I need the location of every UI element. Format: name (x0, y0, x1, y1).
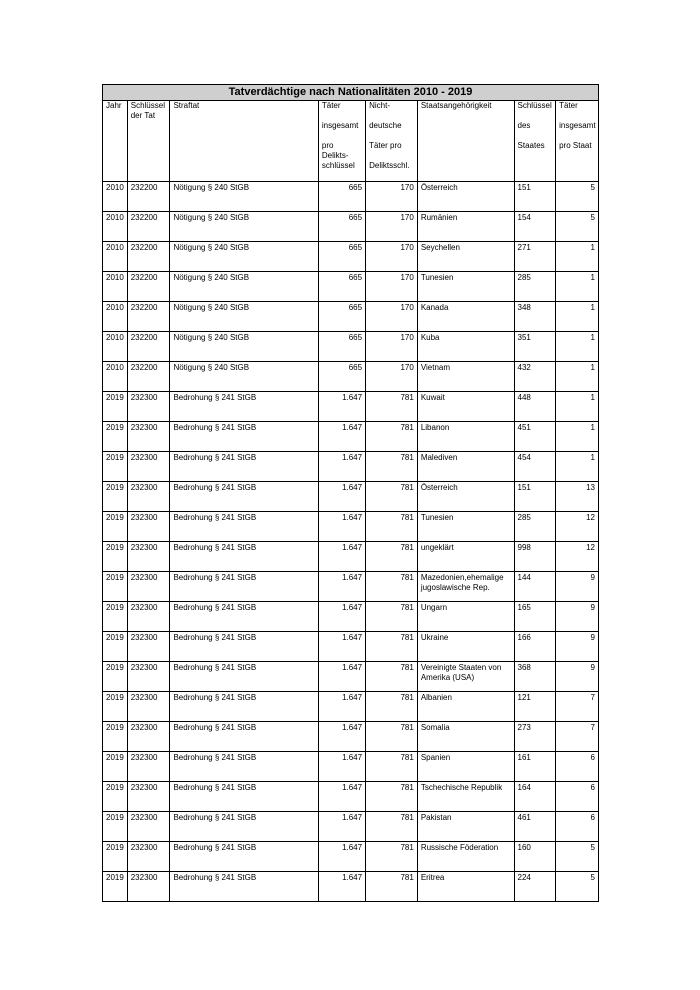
cell-straftat: Nötigung § 240 StGB (170, 302, 318, 332)
cell-taeter-pro-staat: 9 (556, 632, 599, 662)
cell-jahr: 2010 (103, 332, 128, 362)
cell-jahr: 2019 (103, 632, 128, 662)
table-row (103, 722, 599, 752)
cell-schluessel-staat: 165 (514, 602, 556, 632)
cell-nichtdeutsche: 781 (366, 482, 418, 512)
cell-jahr: 2019 (103, 662, 128, 692)
cell-taeter-insgesamt: 1.647 (318, 812, 365, 842)
cell-schluessel-tat: 232200 (127, 362, 170, 392)
cell-staatsangehoerigkeit: Malediven (417, 452, 514, 482)
cell-schluessel-staat: 351 (514, 332, 556, 362)
cell-staatsangehoerigkeit: Tschechische Republik (417, 782, 514, 812)
cell-straftat: Bedrohung § 241 StGB (170, 782, 318, 812)
cell-schluessel-tat: 232300 (127, 842, 170, 872)
cell-schluessel-staat: 285 (514, 272, 556, 302)
cell-taeter-insgesamt: 1.647 (318, 662, 365, 692)
cell-schluessel-staat: 166 (514, 632, 556, 662)
cell-taeter-insgesamt: 1.647 (318, 482, 365, 512)
table-row (103, 542, 599, 572)
cell-straftat: Bedrohung § 241 StGB (170, 482, 318, 512)
cell-taeter-insgesamt: 665 (318, 212, 365, 242)
cell-straftat: Bedrohung § 241 StGB (170, 542, 318, 572)
cell-jahr: 2019 (103, 422, 128, 452)
cell-taeter-pro-staat: 5 (556, 872, 599, 902)
cell-nichtdeutsche: 170 (366, 332, 418, 362)
cell-schluessel-tat: 232300 (127, 392, 170, 422)
table-row (103, 392, 599, 422)
cell-schluessel-tat: 232200 (127, 332, 170, 362)
cell-schluessel-staat: 448 (514, 392, 556, 422)
cell-taeter-pro-staat: 1 (556, 302, 599, 332)
cell-nichtdeutsche: 170 (366, 302, 418, 332)
cell-staatsangehoerigkeit: Russische Föderation (417, 842, 514, 872)
cell-straftat: Bedrohung § 241 StGB (170, 722, 318, 752)
cell-nichtdeutsche: 781 (366, 452, 418, 482)
cell-jahr: 2010 (103, 212, 128, 242)
header-nichtdeutsche: Nicht- deutsche Täter pro Deliktsschl. (366, 101, 418, 182)
cell-schluessel-tat: 232300 (127, 812, 170, 842)
header-taeter-insgesamt: Täter insgesamt pro Delikts- schlüssel (318, 101, 365, 182)
cell-jahr: 2019 (103, 872, 128, 902)
cell-jahr: 2019 (103, 782, 128, 812)
statistics-sheet (102, 84, 599, 902)
cell-straftat: Bedrohung § 241 StGB (170, 572, 318, 602)
cell-taeter-pro-staat: 1 (556, 242, 599, 272)
cell-jahr: 2019 (103, 572, 128, 602)
cell-schluessel-staat: 451 (514, 422, 556, 452)
table-row (103, 662, 599, 692)
cell-staatsangehoerigkeit: Eritrea (417, 872, 514, 902)
cell-schluessel-tat: 232300 (127, 662, 170, 692)
table-row (103, 842, 599, 872)
table-title: Tatverdächtige nach Nationalitäten 2010 - 2019 (103, 85, 599, 101)
table-row (103, 362, 599, 392)
cell-taeter-pro-staat: 9 (556, 572, 599, 602)
table-row (103, 632, 599, 662)
cell-straftat: Nötigung § 240 StGB (170, 272, 318, 302)
cell-schluessel-staat: 121 (514, 692, 556, 722)
cell-staatsangehoerigkeit: Pakistan (417, 812, 514, 842)
cell-jahr: 2019 (103, 542, 128, 572)
cell-nichtdeutsche: 170 (366, 242, 418, 272)
cell-taeter-pro-staat: 1 (556, 272, 599, 302)
cell-straftat: Nötigung § 240 StGB (170, 332, 318, 362)
cell-straftat: Bedrohung § 241 StGB (170, 512, 318, 542)
table-row (103, 692, 599, 722)
cell-staatsangehoerigkeit: Rumänien (417, 212, 514, 242)
cell-nichtdeutsche: 781 (366, 842, 418, 872)
cell-schluessel-staat: 271 (514, 242, 556, 272)
header-staatsangehoerigkeit: Staatsangehörigkeit (417, 101, 514, 182)
table-row (103, 302, 599, 332)
cell-nichtdeutsche: 781 (366, 782, 418, 812)
cell-taeter-insgesamt: 1.647 (318, 422, 365, 452)
cell-nichtdeutsche: 781 (366, 422, 418, 452)
cell-staatsangehoerigkeit: Österreich (417, 482, 514, 512)
cell-taeter-insgesamt: 1.647 (318, 752, 365, 782)
cell-schluessel-staat: 154 (514, 212, 556, 242)
cell-schluessel-tat: 232300 (127, 452, 170, 482)
cell-schluessel-staat: 461 (514, 812, 556, 842)
table-row (103, 332, 599, 362)
cell-schluessel-tat: 232300 (127, 422, 170, 452)
table-body (103, 182, 599, 902)
cell-taeter-insgesamt: 1.647 (318, 872, 365, 902)
cell-schluessel-staat: 273 (514, 722, 556, 752)
cell-nichtdeutsche: 781 (366, 512, 418, 542)
cell-staatsangehoerigkeit: Vereinigte Staaten von Amerika (USA) (417, 662, 514, 692)
cell-schluessel-tat: 232300 (127, 632, 170, 662)
cell-schluessel-staat: 160 (514, 842, 556, 872)
cell-schluessel-tat: 232300 (127, 872, 170, 902)
cell-straftat: Bedrohung § 241 StGB (170, 692, 318, 722)
cell-taeter-insgesamt: 1.647 (318, 572, 365, 602)
cell-taeter-insgesamt: 665 (318, 302, 365, 332)
cell-staatsangehoerigkeit: Seychellen (417, 242, 514, 272)
cell-staatsangehoerigkeit: Österreich (417, 182, 514, 212)
cell-taeter-pro-staat: 6 (556, 782, 599, 812)
cell-staatsangehoerigkeit: Spanien (417, 752, 514, 782)
cell-nichtdeutsche: 170 (366, 182, 418, 212)
cell-staatsangehoerigkeit: Vietnam (417, 362, 514, 392)
cell-taeter-pro-staat: 5 (556, 842, 599, 872)
cell-staatsangehoerigkeit: ungeklärt (417, 542, 514, 572)
cell-staatsangehoerigkeit: Kanada (417, 302, 514, 332)
cell-schluessel-staat: 151 (514, 482, 556, 512)
cell-straftat: Bedrohung § 241 StGB (170, 632, 318, 662)
cell-jahr: 2010 (103, 242, 128, 272)
table-row (103, 482, 599, 512)
cell-taeter-pro-staat: 6 (556, 812, 599, 842)
cell-nichtdeutsche: 781 (366, 542, 418, 572)
cell-schluessel-tat: 232200 (127, 302, 170, 332)
cell-schluessel-staat: 144 (514, 572, 556, 602)
table-row (103, 602, 599, 632)
cell-straftat: Bedrohung § 241 StGB (170, 842, 318, 872)
cell-straftat: Bedrohung § 241 StGB (170, 452, 318, 482)
cell-nichtdeutsche: 170 (366, 212, 418, 242)
cell-taeter-pro-staat: 1 (556, 362, 599, 392)
cell-jahr: 2019 (103, 752, 128, 782)
table-row (103, 572, 599, 602)
cell-staatsangehoerigkeit: Ungarn (417, 602, 514, 632)
cell-taeter-insgesamt: 1.647 (318, 392, 365, 422)
cell-jahr: 2019 (103, 842, 128, 872)
table-row (103, 272, 599, 302)
cell-taeter-pro-staat: 5 (556, 212, 599, 242)
cell-taeter-insgesamt: 1.647 (318, 842, 365, 872)
cell-jahr: 2019 (103, 482, 128, 512)
cell-jahr: 2019 (103, 392, 128, 422)
cell-taeter-insgesamt: 1.647 (318, 722, 365, 752)
cell-jahr: 2019 (103, 512, 128, 542)
cell-taeter-insgesamt: 1.647 (318, 602, 365, 632)
table-row (103, 422, 599, 452)
cell-taeter-pro-staat: 7 (556, 692, 599, 722)
cell-nichtdeutsche: 170 (366, 272, 418, 302)
cell-nichtdeutsche: 781 (366, 752, 418, 782)
header-schluessel-staat: Schlüssel des Staates (514, 101, 556, 182)
table-row (103, 872, 599, 902)
cell-staatsangehoerigkeit: Albanien (417, 692, 514, 722)
cell-taeter-insgesamt: 1.647 (318, 512, 365, 542)
cell-staatsangehoerigkeit: Tunesien (417, 512, 514, 542)
header-straftat: Straftat (170, 101, 318, 182)
cell-taeter-insgesamt: 665 (318, 272, 365, 302)
cell-jahr: 2010 (103, 362, 128, 392)
cell-staatsangehoerigkeit: Somalia (417, 722, 514, 752)
cell-nichtdeutsche: 781 (366, 722, 418, 752)
cell-nichtdeutsche: 781 (366, 392, 418, 422)
cell-jahr: 2010 (103, 182, 128, 212)
cell-jahr: 2019 (103, 452, 128, 482)
header-taeter-pro-staat: Täter insgesamt pro Staat (556, 101, 599, 182)
cell-nichtdeutsche: 781 (366, 872, 418, 902)
cell-taeter-pro-staat: 12 (556, 512, 599, 542)
cell-straftat: Bedrohung § 241 StGB (170, 392, 318, 422)
table-row (103, 452, 599, 482)
cell-straftat: Bedrohung § 241 StGB (170, 422, 318, 452)
cell-schluessel-tat: 232300 (127, 572, 170, 602)
cell-nichtdeutsche: 170 (366, 362, 418, 392)
table-row (103, 182, 599, 212)
cell-taeter-pro-staat: 9 (556, 602, 599, 632)
cell-nichtdeutsche: 781 (366, 572, 418, 602)
cell-nichtdeutsche: 781 (366, 692, 418, 722)
cell-staatsangehoerigkeit: Ukraine (417, 632, 514, 662)
cell-taeter-insgesamt: 1.647 (318, 632, 365, 662)
cell-schluessel-staat: 224 (514, 872, 556, 902)
cell-straftat: Nötigung § 240 StGB (170, 182, 318, 212)
cell-straftat: Bedrohung § 241 StGB (170, 602, 318, 632)
cell-jahr: 2019 (103, 812, 128, 842)
cell-taeter-pro-staat: 9 (556, 662, 599, 692)
cell-schluessel-staat: 348 (514, 302, 556, 332)
offender-nationality-table (102, 84, 599, 902)
cell-nichtdeutsche: 781 (366, 662, 418, 692)
cell-schluessel-staat: 368 (514, 662, 556, 692)
cell-schluessel-tat: 232300 (127, 482, 170, 512)
cell-staatsangehoerigkeit: Kuwait (417, 392, 514, 422)
cell-taeter-insgesamt: 665 (318, 182, 365, 212)
cell-straftat: Bedrohung § 241 StGB (170, 752, 318, 782)
cell-jahr: 2010 (103, 272, 128, 302)
cell-taeter-insgesamt: 1.647 (318, 542, 365, 572)
cell-schluessel-tat: 232300 (127, 512, 170, 542)
cell-schluessel-staat: 161 (514, 752, 556, 782)
cell-taeter-pro-staat: 7 (556, 722, 599, 752)
cell-staatsangehoerigkeit: Kuba (417, 332, 514, 362)
cell-straftat: Nötigung § 240 StGB (170, 362, 318, 392)
cell-straftat: Bedrohung § 241 StGB (170, 872, 318, 902)
table-row (103, 212, 599, 242)
header-jahr: Jahr (103, 101, 128, 182)
cell-taeter-pro-staat: 1 (556, 452, 599, 482)
cell-jahr: 2019 (103, 722, 128, 752)
cell-jahr: 2019 (103, 692, 128, 722)
cell-schluessel-tat: 232300 (127, 542, 170, 572)
header-schluessel-tat: Schlüssel der Tat (127, 101, 170, 182)
cell-jahr: 2010 (103, 302, 128, 332)
cell-taeter-pro-staat: 5 (556, 182, 599, 212)
cell-schluessel-tat: 232300 (127, 602, 170, 632)
table-row (103, 512, 599, 542)
cell-schluessel-tat: 232200 (127, 272, 170, 302)
cell-schluessel-tat: 232300 (127, 752, 170, 782)
cell-staatsangehoerigkeit: Mazedonien,ehemalige jugoslawische Rep. (417, 572, 514, 602)
cell-nichtdeutsche: 781 (366, 812, 418, 842)
cell-schluessel-tat: 232300 (127, 722, 170, 752)
cell-taeter-insgesamt: 665 (318, 362, 365, 392)
cell-straftat: Nötigung § 240 StGB (170, 242, 318, 272)
cell-schluessel-tat: 232200 (127, 242, 170, 272)
cell-schluessel-staat: 454 (514, 452, 556, 482)
table-row (103, 782, 599, 812)
cell-taeter-pro-staat: 13 (556, 482, 599, 512)
cell-staatsangehoerigkeit: Libanon (417, 422, 514, 452)
cell-taeter-insgesamt: 1.647 (318, 452, 365, 482)
cell-schluessel-staat: 432 (514, 362, 556, 392)
cell-schluessel-tat: 232200 (127, 212, 170, 242)
cell-schluessel-staat: 998 (514, 542, 556, 572)
table-row (103, 242, 599, 272)
table-row (103, 812, 599, 842)
cell-schluessel-staat: 285 (514, 512, 556, 542)
table-row (103, 752, 599, 782)
cell-jahr: 2019 (103, 602, 128, 632)
cell-taeter-insgesamt: 1.647 (318, 782, 365, 812)
cell-taeter-pro-staat: 12 (556, 542, 599, 572)
cell-taeter-insgesamt: 665 (318, 332, 365, 362)
cell-nichtdeutsche: 781 (366, 632, 418, 662)
cell-taeter-insgesamt: 1.647 (318, 692, 365, 722)
cell-schluessel-tat: 232300 (127, 782, 170, 812)
cell-taeter-pro-staat: 1 (556, 332, 599, 362)
cell-nichtdeutsche: 781 (366, 602, 418, 632)
cell-schluessel-staat: 151 (514, 182, 556, 212)
cell-taeter-pro-staat: 1 (556, 422, 599, 452)
cell-straftat: Bedrohung § 241 StGB (170, 812, 318, 842)
cell-taeter-pro-staat: 1 (556, 392, 599, 422)
cell-taeter-pro-staat: 6 (556, 752, 599, 782)
cell-schluessel-tat: 232300 (127, 692, 170, 722)
cell-straftat: Bedrohung § 241 StGB (170, 662, 318, 692)
cell-straftat: Nötigung § 240 StGB (170, 212, 318, 242)
cell-staatsangehoerigkeit: Tunesien (417, 272, 514, 302)
cell-taeter-insgesamt: 665 (318, 242, 365, 272)
cell-schluessel-tat: 232200 (127, 182, 170, 212)
cell-schluessel-staat: 164 (514, 782, 556, 812)
